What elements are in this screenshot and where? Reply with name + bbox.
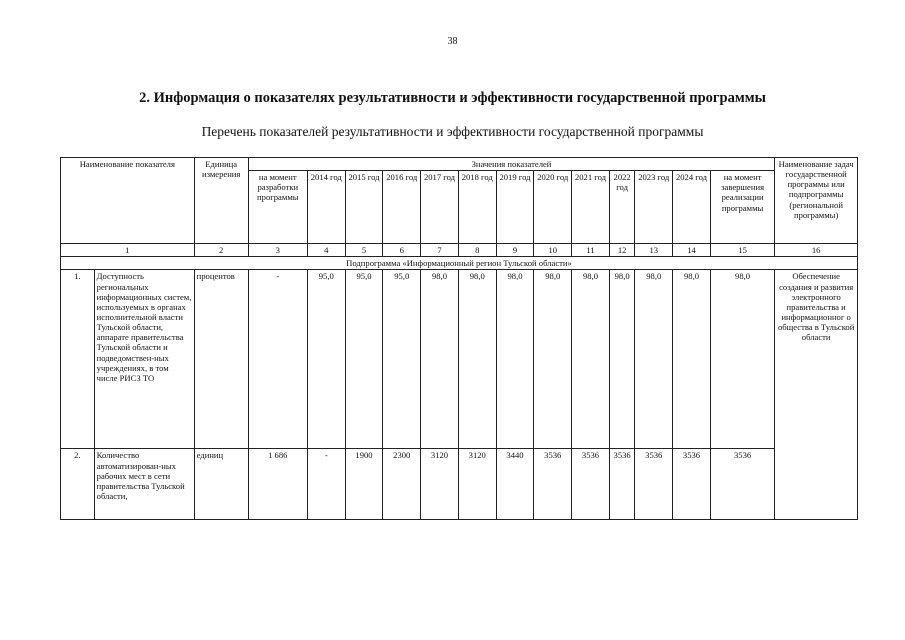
value-cell: 3536 bbox=[572, 449, 610, 520]
column-number: 5 bbox=[345, 244, 383, 257]
header-at-completion: на момент завершения реализации программы bbox=[710, 171, 774, 244]
header-year: 2022 год bbox=[609, 171, 635, 244]
value-cell: 98,0 bbox=[458, 270, 496, 449]
subprogram-row bbox=[61, 257, 858, 270]
column-number: 7 bbox=[421, 244, 459, 257]
header-year: 2021 год bbox=[572, 171, 610, 244]
table-subtitle: Перечень показателей результативности и эффективности государственной программы bbox=[201, 124, 704, 139]
column-number: 1 bbox=[61, 244, 195, 257]
header-year: 2019 год bbox=[496, 171, 534, 244]
value-cell: - bbox=[307, 449, 345, 520]
column-number: 16 bbox=[775, 244, 858, 257]
header-values-group: Значения показателей bbox=[248, 158, 775, 171]
column-number: 14 bbox=[673, 244, 711, 257]
at-completion-cell: 98,0 bbox=[710, 270, 774, 449]
table-row bbox=[61, 270, 858, 449]
value-cell: 3536 bbox=[609, 449, 635, 520]
header-at-development: на момент разработки программы bbox=[248, 171, 307, 244]
column-number-row bbox=[61, 244, 858, 257]
unit-cell: процентов bbox=[194, 270, 248, 449]
value-cell: 3120 bbox=[458, 449, 496, 520]
column-number: 13 bbox=[635, 244, 673, 257]
header-year: 2020 год bbox=[534, 171, 572, 244]
value-cell: 98,0 bbox=[534, 270, 572, 449]
value-cell: 2300 bbox=[383, 449, 421, 520]
subprogram-title: Подпрограмма «Информационный регион Тульской области» bbox=[61, 257, 858, 270]
column-number: 12 bbox=[609, 244, 635, 257]
at-completion-cell: 3536 bbox=[710, 449, 774, 520]
at-development-cell: - bbox=[248, 270, 307, 449]
value-cell: 98,0 bbox=[496, 270, 534, 449]
value-cell: 95,0 bbox=[383, 270, 421, 449]
value-cell: 95,0 bbox=[307, 270, 345, 449]
header-row-1 bbox=[61, 158, 858, 171]
task-cell: Обеспечение создания и развития электронного правительства и информационног о общества в Тульской области bbox=[775, 270, 858, 520]
row-number: 1. bbox=[61, 270, 95, 449]
column-number: 2 bbox=[194, 244, 248, 257]
header-year: 2023 год bbox=[635, 171, 673, 244]
indicator-name: Количество автоматизирован-ных рабочих мест в сети правительства Тульской области, bbox=[94, 449, 194, 520]
column-number: 8 bbox=[458, 244, 496, 257]
value-cell: 98,0 bbox=[635, 270, 673, 449]
value-cell: 1900 bbox=[345, 449, 383, 520]
column-number: 10 bbox=[534, 244, 572, 257]
row-number: 2. bbox=[61, 449, 95, 520]
column-number: 3 bbox=[248, 244, 307, 257]
header-year: 2018 год bbox=[458, 171, 496, 244]
column-number: 6 bbox=[383, 244, 421, 257]
value-cell: 98,0 bbox=[609, 270, 635, 449]
header-year: 2016 год bbox=[383, 171, 421, 244]
value-cell: 3536 bbox=[534, 449, 572, 520]
table-row bbox=[61, 449, 858, 520]
header-year: 2015 год bbox=[345, 171, 383, 244]
indicators-table bbox=[60, 157, 858, 520]
header-year: 2024 год bbox=[673, 171, 711, 244]
header-indicator-name: Наименование показателя bbox=[61, 158, 195, 244]
value-cell: 98,0 bbox=[421, 270, 459, 449]
column-number: 15 bbox=[710, 244, 774, 257]
indicator-name: Доступность региональных информационных систем, используемых в органах исполнительной власти Тульской области, аппарате правительства Тульской области и подведомствен-ных учреждениях, в том числе РИСЗ ТО bbox=[94, 270, 194, 449]
header-year: 2017 год bbox=[421, 171, 459, 244]
value-cell: 95,0 bbox=[345, 270, 383, 449]
page-number: 38 bbox=[447, 36, 458, 47]
column-number: 11 bbox=[572, 244, 610, 257]
value-cell: 3536 bbox=[673, 449, 711, 520]
value-cell: 3536 bbox=[635, 449, 673, 520]
value-cell: 3440 bbox=[496, 449, 534, 520]
at-development-cell: 1 686 bbox=[248, 449, 307, 520]
header-year: 2014 год bbox=[307, 171, 345, 244]
header-unit: Единица измерения bbox=[194, 158, 248, 244]
unit-cell: единиц bbox=[194, 449, 248, 520]
value-cell: 3120 bbox=[421, 449, 459, 520]
value-cell: 98,0 bbox=[572, 270, 610, 449]
header-tasks: Наименование задач государственной программы или подпрограммы (региональной программы) bbox=[775, 158, 858, 244]
column-number: 9 bbox=[496, 244, 534, 257]
column-number: 4 bbox=[307, 244, 345, 257]
value-cell: 98,0 bbox=[673, 270, 711, 449]
document-title: 2. Информация о показателях результативности и эффективности государственной программы bbox=[139, 90, 766, 106]
